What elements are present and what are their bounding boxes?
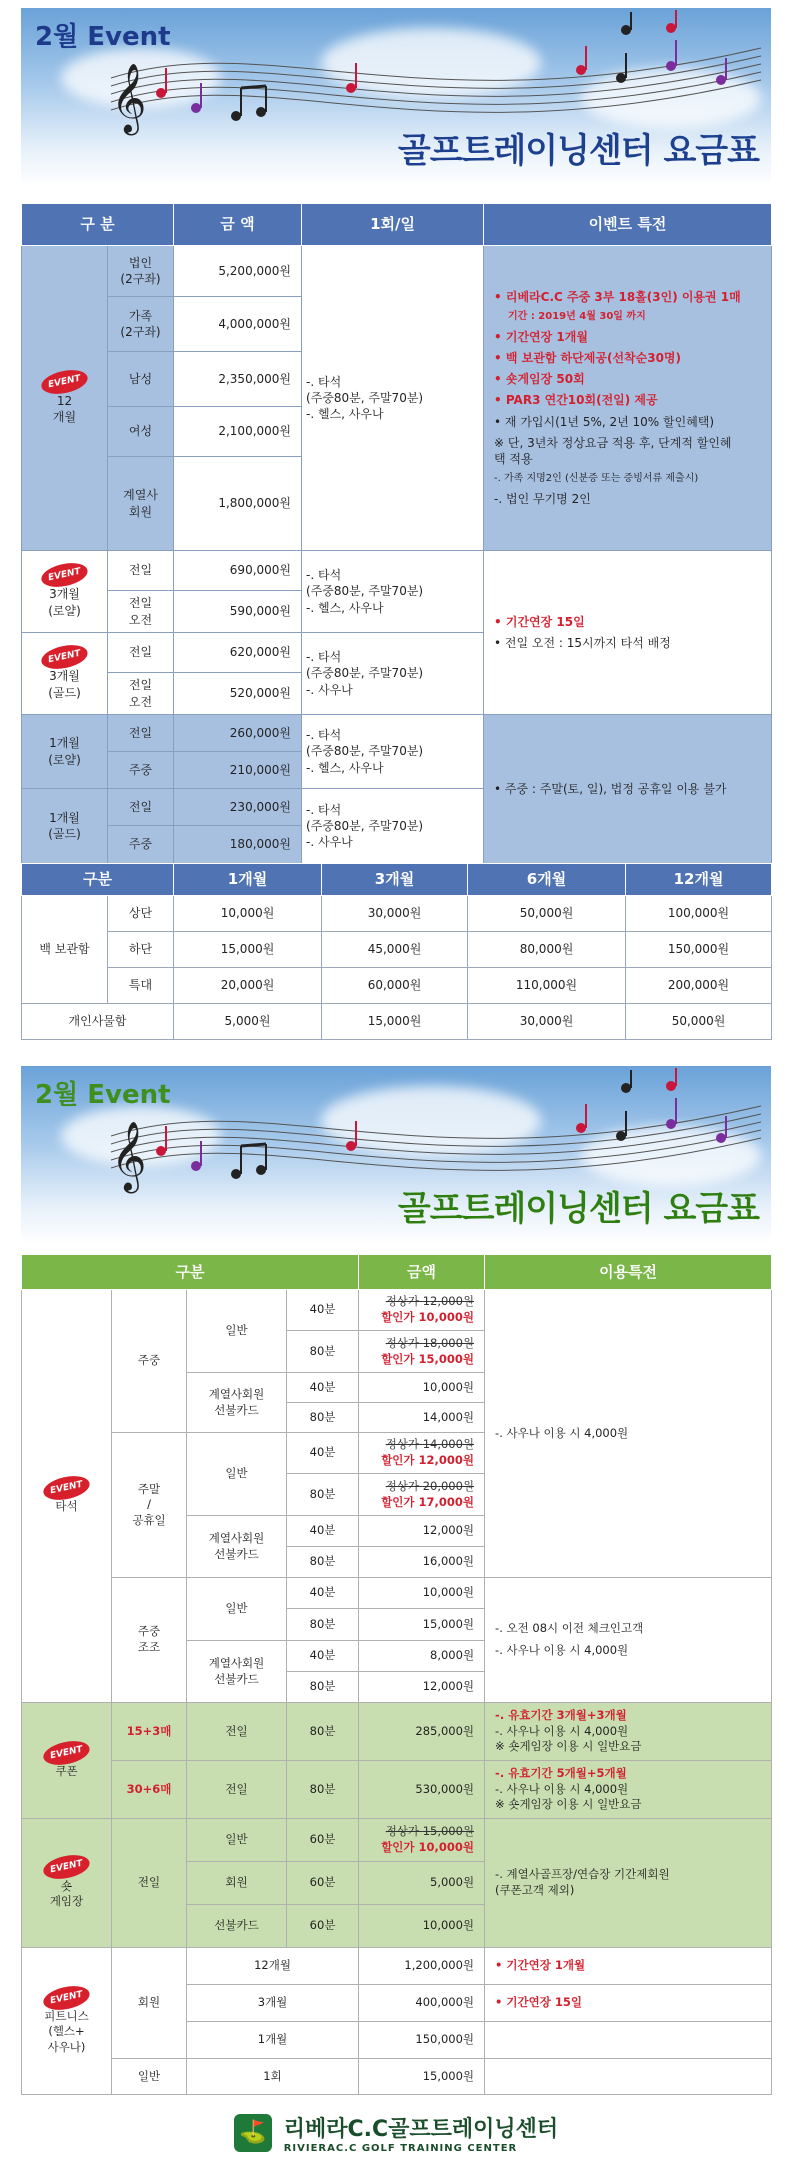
event-badge: EVENT: [39, 642, 90, 673]
footer-logo-block: [0, 2112, 792, 2160]
time-cell: 40분: [287, 1641, 359, 1672]
header-1m: 1개월: [174, 864, 322, 896]
banner-bottom: [21, 1066, 771, 1244]
price-cell: 10,000원: [174, 896, 322, 932]
early-benefit: -. 오전 08시 이전 체크인고객 -. 사우나 이용 시 4,000원: [485, 1578, 772, 1703]
type-cell: 회원: [187, 1862, 287, 1905]
time-cell: 60분: [287, 1862, 359, 1905]
tasuk-benefit: -. 사우나 이용 시 4,000원: [485, 1290, 772, 1578]
price-cell: 210,000원: [174, 752, 302, 789]
type-cell: 선불카드: [187, 1905, 287, 1948]
short-game-label: EVENT 숏 게임장: [22, 1819, 112, 1948]
type-cell: 특대: [108, 968, 174, 1004]
daily-cell: -. 타석 (주중80분, 주말70분) -. 헬스, 사우나: [302, 246, 484, 551]
period-3m-gold: EVENT 3개월 (골드): [22, 633, 108, 715]
price-cell: 15,000원: [174, 932, 322, 968]
event-badge: EVENT: [39, 560, 90, 591]
period-12m: EVENT 12 개월: [22, 246, 108, 551]
bag-locker-label: 백 보관함: [22, 896, 108, 1004]
price-cell: 100,000원: [626, 896, 772, 932]
price-cell: 5,000원: [174, 1004, 322, 1040]
time-cell: 60분: [287, 1819, 359, 1862]
tasuk-label: EVENT 타석: [22, 1290, 112, 1703]
price-cell: 1,800,000원: [174, 457, 302, 551]
period-cell: 1회: [187, 2059, 359, 2095]
price-cell: 50,000원: [468, 896, 626, 932]
price-cell: 12,000원: [359, 1672, 485, 1703]
time-cell: 40분: [287, 1516, 359, 1547]
general-label: 일반: [112, 2059, 187, 2095]
header-12m: 12개월: [626, 864, 772, 896]
general-label: 일반: [187, 1578, 287, 1641]
type-cell: 일반: [187, 1819, 287, 1862]
weekend-label: 주말 / 공휴일: [112, 1433, 187, 1578]
type-cell: 전일: [187, 1761, 287, 1819]
event-badge: EVENT: [41, 1473, 92, 1504]
daily-cell: -. 타석 (주중80분, 주말70분) -. 사우나: [302, 789, 484, 864]
price-cell: 4,000,000원: [174, 297, 302, 352]
price-cell: 150,000원: [626, 932, 772, 968]
affiliate-label: 계열사회원 선불카드: [187, 1373, 287, 1433]
header-6m: 6개월: [468, 864, 626, 896]
event-badge: EVENT: [39, 366, 90, 397]
short-benefit: -. 계열사골프장/연습장 기간제회원 (쿠폰고객 제외): [485, 1819, 772, 1948]
header-price: 금액: [359, 1255, 485, 1290]
event-badge: EVENT: [41, 1982, 92, 2013]
price-cell: 10,000원: [359, 1373, 485, 1403]
price-cell: 520,000원: [174, 673, 302, 715]
time-cell: 40분: [287, 1373, 359, 1403]
banner-top: [21, 8, 771, 186]
price-cell: 80,000원: [468, 932, 626, 968]
type-cell: 전일 오전: [108, 673, 174, 715]
price-cell: 30,000원: [468, 1004, 626, 1040]
time-cell: 40분: [287, 1578, 359, 1609]
event-title: 2월 Event: [35, 22, 171, 52]
price-cell: 30,000원: [322, 896, 468, 932]
price-cell: 14,000원: [359, 1403, 485, 1433]
event-badge: EVENT: [41, 1737, 92, 1768]
header-price: 금 액: [174, 204, 302, 246]
price-cell: 530,000원: [359, 1761, 485, 1819]
price-cell: 180,000원: [174, 826, 302, 864]
golfer-logo-icon: ⛳: [234, 2114, 272, 2152]
price-cell: 45,000원: [322, 932, 468, 968]
banner-heading: 골프트레이닝센터 요금표: [397, 1189, 759, 1229]
price-cell: 15,000원: [359, 2059, 485, 2095]
affiliate-label: 계열사회원 선불카드: [187, 1516, 287, 1578]
time-cell: 80분: [287, 1761, 359, 1819]
event-title: 2월 Event: [35, 1080, 171, 1110]
period-cell: 1개월: [187, 2022, 359, 2059]
affiliate-label: 계열사회원 선불카드: [187, 1641, 287, 1703]
daily-cell: -. 타석 (주중80분, 주말70분) -. 사우나: [302, 633, 484, 715]
header-category: 구분: [22, 1255, 359, 1290]
price-cell: 110,000원: [468, 968, 626, 1004]
event-badge: EVENT: [41, 1852, 92, 1883]
price-cell: 50,000원: [626, 1004, 772, 1040]
svg-text:𝄞: 𝄞: [111, 1121, 147, 1191]
period-1m-royal: 1개월 (로얄): [22, 715, 108, 789]
time-cell: 80분: [287, 1672, 359, 1703]
type-cell: 전일: [108, 633, 174, 673]
daily-cell: -. 타석 (주중80분, 주말70분) -. 헬스, 사우나: [302, 551, 484, 633]
type-cell: 하단: [108, 932, 174, 968]
header-category: 구분: [22, 864, 174, 896]
time-cell: 80분: [287, 1547, 359, 1578]
type-cell: 전일: [108, 789, 174, 826]
header-category: 구 분: [22, 204, 174, 246]
header-benefit: 이벤트 특전: [484, 204, 772, 246]
early-label: 주중 조조: [112, 1578, 187, 1703]
type-cell: 법인 (2구좌): [108, 246, 174, 297]
type-cell: 주중: [108, 752, 174, 789]
price-cell: 8,000원: [359, 1641, 485, 1672]
price-cell: 590,000원: [174, 591, 302, 633]
fitness-benefit: • 기간연장 1개월: [485, 1948, 772, 1985]
type-cell: 상단: [108, 896, 174, 932]
banner-heading: 골프트레이닝센터 요금표: [397, 131, 759, 171]
type-cell: 전일 오전: [108, 591, 174, 633]
price-cell: 150,000원: [359, 2022, 485, 2059]
price-cell: 2,350,000원: [174, 352, 302, 407]
time-cell: 80분: [287, 1609, 359, 1641]
time-cell: 40분: [287, 1433, 359, 1474]
locker-price-table: [21, 863, 772, 1040]
benefit-list-12m: • 리베라C.C 주중 3부 18홀(3인) 이용권 1매 기간 : 2019년 4월 30일 까지 • 기간연장 1개월 • 백 보관함 하단제공(선착순30명) • 숏게임장 50회 • PAR3 연간10회(전일) 제공 • 재 가입시(1년 5%, 2년 10% 할인혜택) ※ 단, 3년차 정상요금 적용 후, 단계적 할인혜 택 적용 -. 가족 지명2인 (신분증 또는 증빙서류 제출시) -. 법인 무기명 2인: [484, 246, 772, 551]
footer-korean-name: 리베라C.C골프트레이닝센터: [283, 2117, 559, 2142]
footer-english-name: RIVIERAC.C GOLF TRAINING CENTER: [283, 2143, 518, 2154]
type-cell: 계열사 회원: [108, 457, 174, 551]
type-cell: 전일: [108, 551, 174, 591]
coupon-count: 15+3매: [112, 1703, 187, 1761]
price-cell: 230,000원: [174, 789, 302, 826]
price-cell: 285,000원: [359, 1703, 485, 1761]
general-label: 일반: [187, 1290, 287, 1373]
type-cell: 전일: [187, 1703, 287, 1761]
member-label: 회원: [112, 1948, 187, 2059]
header-benefit: 이용특전: [485, 1255, 772, 1290]
weekday-label: 주중: [112, 1290, 187, 1433]
price-cell: 200,000원: [626, 968, 772, 1004]
price-cell: 2,100,000원: [174, 407, 302, 457]
svg-text:𝄞: 𝄞: [111, 63, 147, 133]
price-cell: 260,000원: [174, 715, 302, 752]
type-cell: 전일: [108, 715, 174, 752]
type-cell: 가족 (2구좌): [108, 297, 174, 352]
benefit-list-3m: • 기간연장 15일 • 전일 오전 : 15시까지 타석 배정: [484, 551, 772, 715]
membership-price-table: [21, 203, 772, 864]
time-cell: 40분: [287, 1290, 359, 1331]
price-cell: 5,000원: [359, 1862, 485, 1905]
time-cell: 80분: [287, 1474, 359, 1516]
coupon-count: 30+6매: [112, 1761, 187, 1819]
price-cell: 정상가 14,000원 할인가 12,000원: [359, 1433, 485, 1474]
price-cell: 15,000원: [322, 1004, 468, 1040]
price-cell: 정상가 15,000원 할인가 10,000원: [359, 1819, 485, 1862]
period-3m-royal: EVENT 3개월 (로얄): [22, 551, 108, 633]
price-cell: 12,000원: [359, 1516, 485, 1547]
coupon-benefit: -. 유효기간 3개월+3개월 -. 사우나 이용 시 4,000원 ※ 숏게임장 이용 시 일반요금: [485, 1703, 772, 1761]
price-cell: 690,000원: [174, 551, 302, 591]
price-cell: 15,000원: [359, 1609, 485, 1641]
price-cell: 10,000원: [359, 1905, 485, 1948]
price-cell: 620,000원: [174, 633, 302, 673]
price-cell: 1,200,000원: [359, 1948, 485, 1985]
general-label: 일반: [187, 1433, 287, 1516]
daily-cell: -. 타석 (주중80분, 주말70분) -. 헬스, 사우나: [302, 715, 484, 789]
type-cell: 여성: [108, 407, 174, 457]
price-cell: 정상가 18,000원 할인가 15,000원: [359, 1331, 485, 1373]
fitness-label: EVENT 피트니스 (헬스+ 사우나): [22, 1948, 112, 2095]
price-cell: 5,200,000원: [174, 246, 302, 297]
benefit-1m: • 주중 : 주말(토, 일), 법정 공휴일 이용 불가: [484, 715, 772, 864]
short-all-label: 전일: [112, 1819, 187, 1948]
price-cell: 400,000원: [359, 1985, 485, 2022]
period-cell: 12개월: [187, 1948, 359, 1985]
coupon-benefit: -. 유효기간 5개월+5개월 -. 사우나 이용 시 4,000원 ※ 숏게임장 이용 시 일반요금: [485, 1761, 772, 1819]
price-cell: 정상가 12,000원 할인가 10,000원: [359, 1290, 485, 1331]
period-1m-gold: 1개월 (골드): [22, 789, 108, 864]
header-3m: 3개월: [322, 864, 468, 896]
coupon-label: EVENT 쿠폰: [22, 1703, 112, 1819]
type-cell: 주중: [108, 826, 174, 864]
type-cell: 남성: [108, 352, 174, 407]
usage-price-table: [21, 1254, 772, 2095]
time-cell: 60분: [287, 1905, 359, 1948]
header-daily: 1회/일: [302, 204, 484, 246]
personal-locker-label: 개인사물함: [22, 1004, 174, 1040]
time-cell: 80분: [287, 1403, 359, 1433]
price-cell: 16,000원: [359, 1547, 485, 1578]
price-cell: 20,000원: [174, 968, 322, 1004]
time-cell: 80분: [287, 1703, 359, 1761]
price-cell: 10,000원: [359, 1578, 485, 1609]
period-cell: 3개월: [187, 1985, 359, 2022]
time-cell: 80분: [287, 1331, 359, 1373]
price-cell: 60,000원: [322, 968, 468, 1004]
fitness-benefit: • 기간연장 15일: [485, 1985, 772, 2022]
price-cell: 정상가 20,000원 할인가 17,000원: [359, 1474, 485, 1516]
